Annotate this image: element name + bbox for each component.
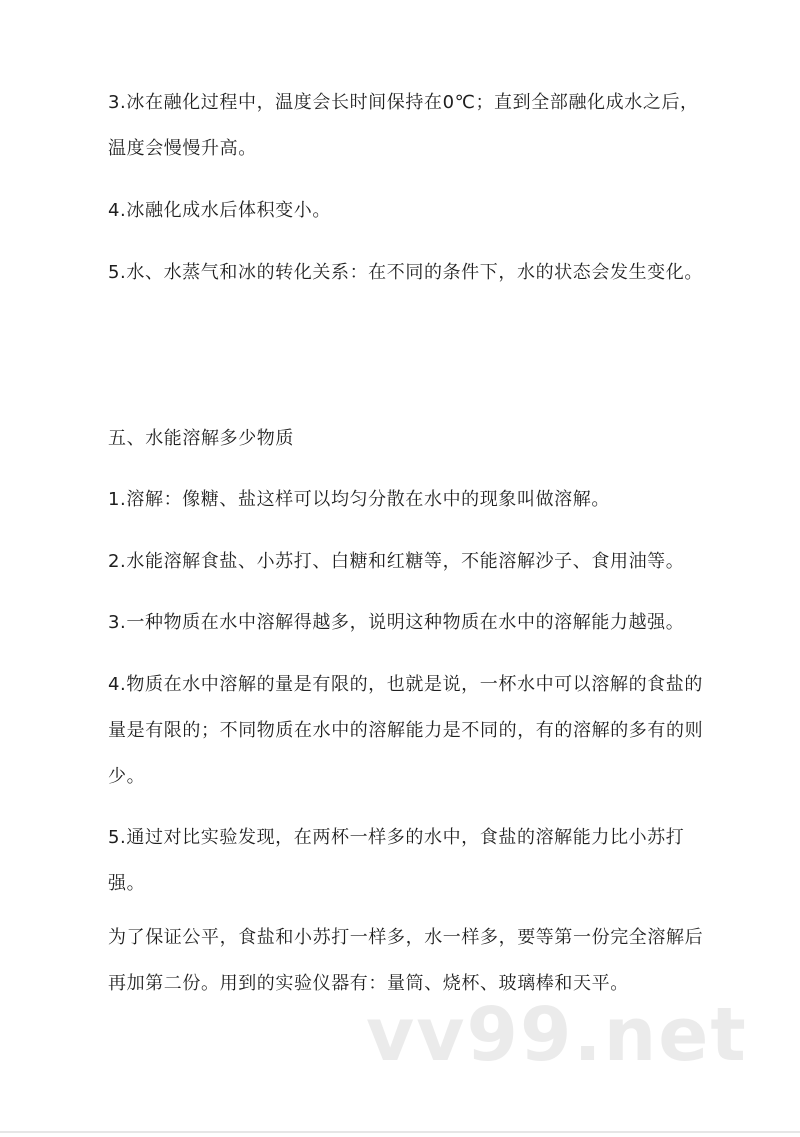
paragraph-comparison-experiment: 5.通过对比实验发现，在两杯一样多的水中，食盐的溶解能力比小苏打强。 [108, 827, 685, 894]
paragraph-dissolving-definition: 1.溶解：像糖、盐这样可以均匀分散在水中的现象叫做溶解。 [108, 489, 610, 510]
paragraph-fair-test: 为了保证公平，食盐和小苏打一样多，水一样多，要等第一份完全溶解后再加第二份。用到的实验仪器有：量筒、烧杯、玻璃棒和天平。 [108, 927, 704, 994]
paragraph-dissolving-ability: 3.一种物质在水中溶解得越多，说明这种物质在水中的溶解能力越强。 [108, 612, 685, 633]
paragraph-limited-dissolving: 4.物质在水中溶解的量是有限的，也就是说，一杯水中可以溶解的食盐的量是有限的；不同物质在水中的溶解能力是不同的，有的溶解的多有的则少。 [108, 674, 704, 787]
section-heading: 五、水能溶解多少物质 [108, 428, 294, 449]
paragraph-water-states: 5.水、水蒸气和冰的转化关系：在不同的条件下，水的状态会发生变化。 [108, 262, 703, 283]
paragraph-ice-volume: 4.冰融化成水后体积变小。 [108, 200, 331, 221]
page-bottom-divider [0, 1131, 800, 1133]
watermark: vv99.net [366, 992, 748, 1078]
paragraph-ice-melting-temperature: 3.冰在融化过程中，温度会长时间保持在0℃；直到全部融化成水之后，温度会慢慢升高。 [108, 92, 699, 159]
paragraph-soluble-substances: 2.水能溶解食盐、小苏打、白糖和红糖等，不能溶解沙子、食用油等。 [108, 551, 685, 572]
